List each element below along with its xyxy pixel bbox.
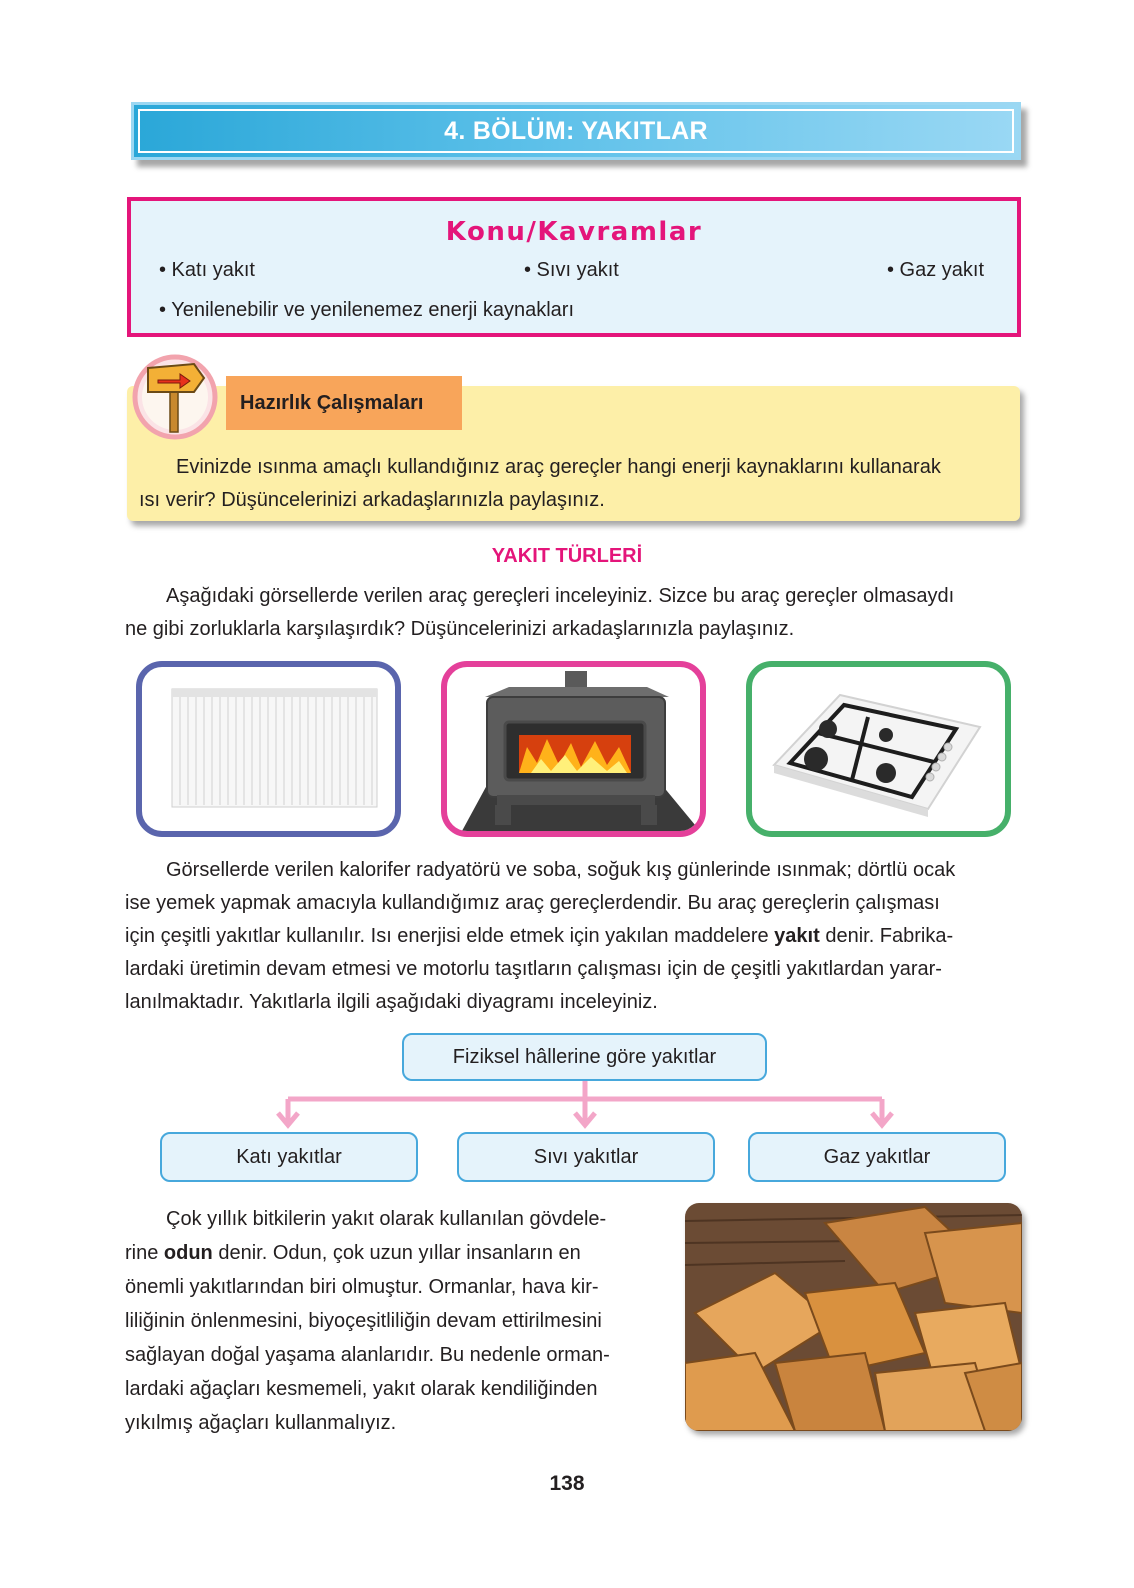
body-text: için çeşitli yakıtlar kullanılır. Isı enerjisi elde etmek için yakılan maddelere: [125, 925, 775, 947]
chapter-title: 4. BÖLÜM: YAKITLAR: [444, 116, 708, 145]
keyword-odun: odun: [163, 1242, 213, 1264]
firewood-image: [685, 1203, 1022, 1431]
body-line: lanılmaktadır. Yakıtlarla ilgili aşağıdaki diyagramı inceleyiniz.: [125, 991, 658, 1013]
wood-line: Çok yıllık bitkilerin yakıt olarak kullanılan gövdele-: [166, 1208, 607, 1230]
body-line: [125, 920, 953, 953]
stove-image: [441, 661, 706, 837]
concepts-title: Konu/Kavramlar: [445, 217, 703, 247]
wood-line: sağlayan doğal yaşama alanlarıdır. Bu nedenle orman-: [125, 1344, 610, 1366]
preparation-label: Hazırlık Çalışmaları: [226, 376, 462, 430]
diagram-root-node: Fiziksel hâllerine göre yakıtlar: [402, 1033, 767, 1081]
wood-line: [125, 1237, 581, 1270]
preparation-text-line: ısı verir? Düşüncelerinizi arkadaşlarınızla paylaşınız.: [139, 489, 605, 511]
radiator-image: [136, 661, 401, 837]
chapter-header: [131, 102, 1021, 160]
body-line: ise yemek yapmak amacıyla kullandığımız araç gereçlerdendir. Bu araç gereçlerin çalışması: [125, 892, 940, 914]
concepts-box: [127, 197, 1021, 337]
wood-line: liliğinin önlenmesini, biyoçeşitliliğin devam ettirilmesini: [125, 1310, 602, 1332]
body-text: denir. Fabrika-: [819, 925, 954, 947]
body-line: lardaki üretimin devam etmesi ve motorlu taşıtların çalışması için de çeşitli yakıtlardan yarar-: [125, 958, 942, 980]
concept-item: • Yenilenebilir ve yenilenemez enerji kaynakları: [159, 299, 575, 321]
body-text: rine: [125, 1242, 164, 1264]
signpost-icon: [132, 354, 218, 440]
cooktop-image: [746, 661, 1011, 837]
wood-line: yıkılmış ağaçları kullanmalıyız.: [125, 1412, 397, 1434]
diagram-node-gas: Gaz yakıtlar: [748, 1132, 1006, 1182]
intro-line: Aşağıdaki görsellerde verilen araç gereçleri inceleyiniz. Sizce bu araç gereçler olmasaydı: [166, 585, 955, 607]
intro-line: ne gibi zorluklarla karşılaşırdık? Düşüncelerinizi arkadaşlarınızla paylaşınız.: [125, 618, 795, 640]
concept-item: • Gaz yakıt: [887, 259, 985, 281]
preparation-text-line: Evinizde ısınma amaçlı kullandığınız araç gereçler hangi enerji kaynaklarını kullanarak: [176, 456, 941, 478]
wood-line: önemli yakıtlarından biri olmuştur. Ormanlar, hava kir-: [125, 1276, 599, 1298]
keyword-yakit: yakıt: [774, 925, 820, 947]
diagram-connectors: [270, 1081, 900, 1133]
body-text: denir. Odun, çok uzun yıllar insanların en: [212, 1242, 581, 1264]
concept-item: • Sıvı yakıt: [524, 259, 619, 281]
body-line: Görsellerde verilen kalorifer radyatörü ve soba, soğuk kış günlerinde ısınmak; dörtlü ocak: [166, 859, 956, 881]
concept-item: • Katı yakıt: [159, 259, 255, 281]
section-title: YAKIT TÜRLERİ: [491, 545, 643, 567]
diagram-node-solid: Katı yakıtlar: [160, 1132, 418, 1182]
page-number: 138: [549, 1472, 585, 1495]
diagram-node-liquid: Sıvı yakıtlar: [457, 1132, 715, 1182]
wood-line: lardaki ağaçları kesmemeli, yakıt olarak kendiliğinden: [125, 1378, 598, 1400]
